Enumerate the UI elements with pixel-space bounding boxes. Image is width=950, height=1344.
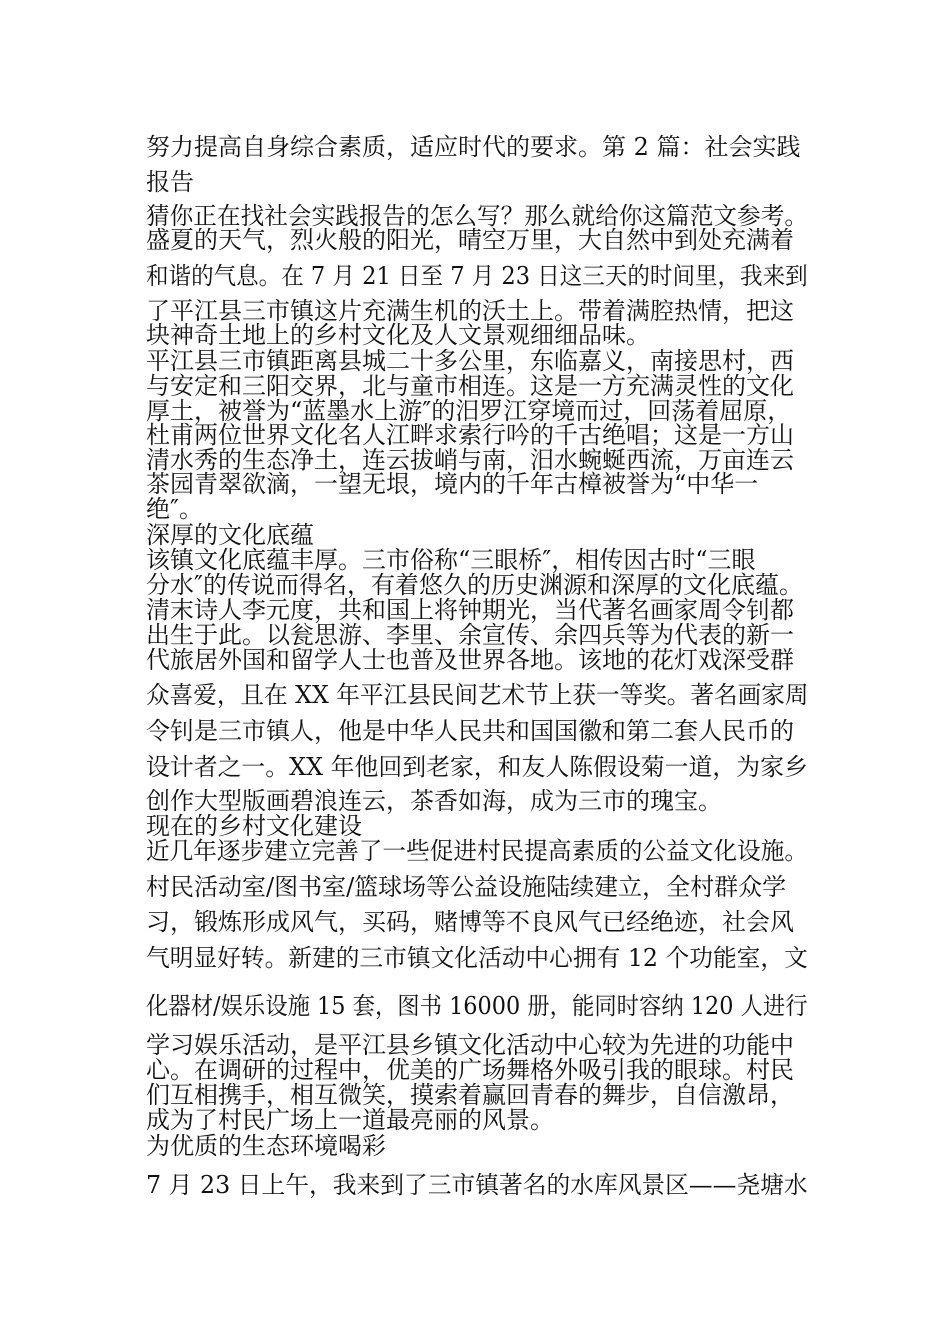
text-line: 出生于此。以瓮思游、李里、余宣传、余四兵等为代表的新一 — [146, 621, 794, 649]
text-line: 厚土，被誉为“蓝墨水上游″的汨罗江穿境而过，回荡着屈原， — [146, 397, 792, 425]
text-line: 近几年逐步建立完善了一些促进村民提高素质的公益文化设施。 — [146, 837, 808, 865]
text-line: 努力提高自身综合素质，适应时代的要求。第 2 篇：社会实践 — [146, 133, 801, 161]
text-line: 该镇文化底蕴丰厚。三市俗称“三眼桥″，相传因古时“三眼 — [146, 546, 756, 574]
text-line: 创作大型版画碧浪连云，茶香如海，成为三市的瑰宝。 — [146, 787, 722, 815]
text-line: 们互相携手，相互微笑，摸索着赢回青春的舞步，自信激昂， — [146, 1081, 794, 1109]
text-line: 清水秀的生态净土，连云拔峭与南，汨水蜿蜒西流，万亩连云 — [146, 446, 794, 474]
text-line: 气明显好转。新建的三市镇文化活动中心拥有 12 个功能室，文 — [146, 944, 808, 972]
section-heading: 为优质的生态环境喝彩 — [146, 1132, 386, 1160]
text-line: 令钊是三市镇人，他是中华人民共和国国徽和第二套人民币的 — [146, 717, 794, 745]
text-line: 绝″。 — [146, 495, 203, 523]
text-line: 成为了村民广场上一道最亮丽的风景。 — [146, 1106, 554, 1134]
text-line: 设计者之一。XX 年他回到老家，和友人陈假设菊一道，为家乡 — [146, 753, 808, 781]
text-line: 众喜爱，且在 XX 年平江县民间艺术节上获一等奖。著名画家周 — [146, 681, 809, 709]
section-heading: 现在的乡村文化建设 — [146, 812, 362, 840]
text-line: 心。在调研的过程中，优美的广场舞格外吸引我的眼球。村民 — [146, 1056, 794, 1084]
text-line: 平江县三市镇距离县城二十多公里，东临嘉义，南接思村，西 — [146, 347, 794, 375]
text-line: 代旅居外国和留学人士也普及世界各地。该地的花灯戏深受群 — [146, 646, 794, 674]
text-line: 盛夏的天气，烈火般的阳光，晴空万里，大自然中到处充满着 — [146, 226, 794, 254]
text-line: 茶园青翠欲滴，一望无垠，境内的千年古樟被誉为“中华一 — [146, 470, 759, 498]
text-line: 学习娱乐活动，是平江县乡镇文化活动中心较为先进的功能中 — [146, 1031, 794, 1059]
text-line: 化器材/娱乐设施 15 套，图书 16000 册，能同时容纳 120 人进行 — [146, 992, 808, 1020]
text-line: 村民活动室/图书室/篮球场等公益设施陆续建立，全村群众学 — [146, 873, 787, 901]
text-line: 杜甫两位世界文化名人江畔求索行吟的千古绝唱；这是一方山 — [146, 421, 794, 449]
text-line: 块神奇土地上的乡村文化及人文景观细细品味。 — [146, 321, 650, 349]
text-line: 和谐的气息。在 7 月 21 日至 7 月 23 日这三天的时间里，我来到 — [146, 262, 808, 290]
text-line: 清末诗人李元度，共和国上将钟期光，当代著名画家周令钊都 — [146, 596, 794, 624]
text-line: 了平江县三市镇这片充满生机的沃土上。带着满腔热情，把这 — [146, 297, 794, 325]
text-line: 分水″的传说而得名，有着悠久的历史渊源和深厚的文化底蕴。 — [146, 571, 803, 599]
text-line: 猜你正在找社会实践报告的怎么写？那么就给你这篇范文参考。 — [146, 202, 808, 230]
text-line: 与安定和三阳交界，北与童市相连。这是一方充满灵性的文化 — [146, 372, 794, 400]
text-line: 报告 — [146, 168, 194, 196]
text-line: 7 月 23 日上午，我来到了三市镇著名的水库风景区——尧塘水 — [146, 1171, 808, 1199]
section-heading: 深厚的文化底蕴 — [146, 521, 314, 549]
text-line: 习，锻炼形成风气，买码，赌博等不良风气已经绝迹，社会风 — [146, 908, 794, 936]
